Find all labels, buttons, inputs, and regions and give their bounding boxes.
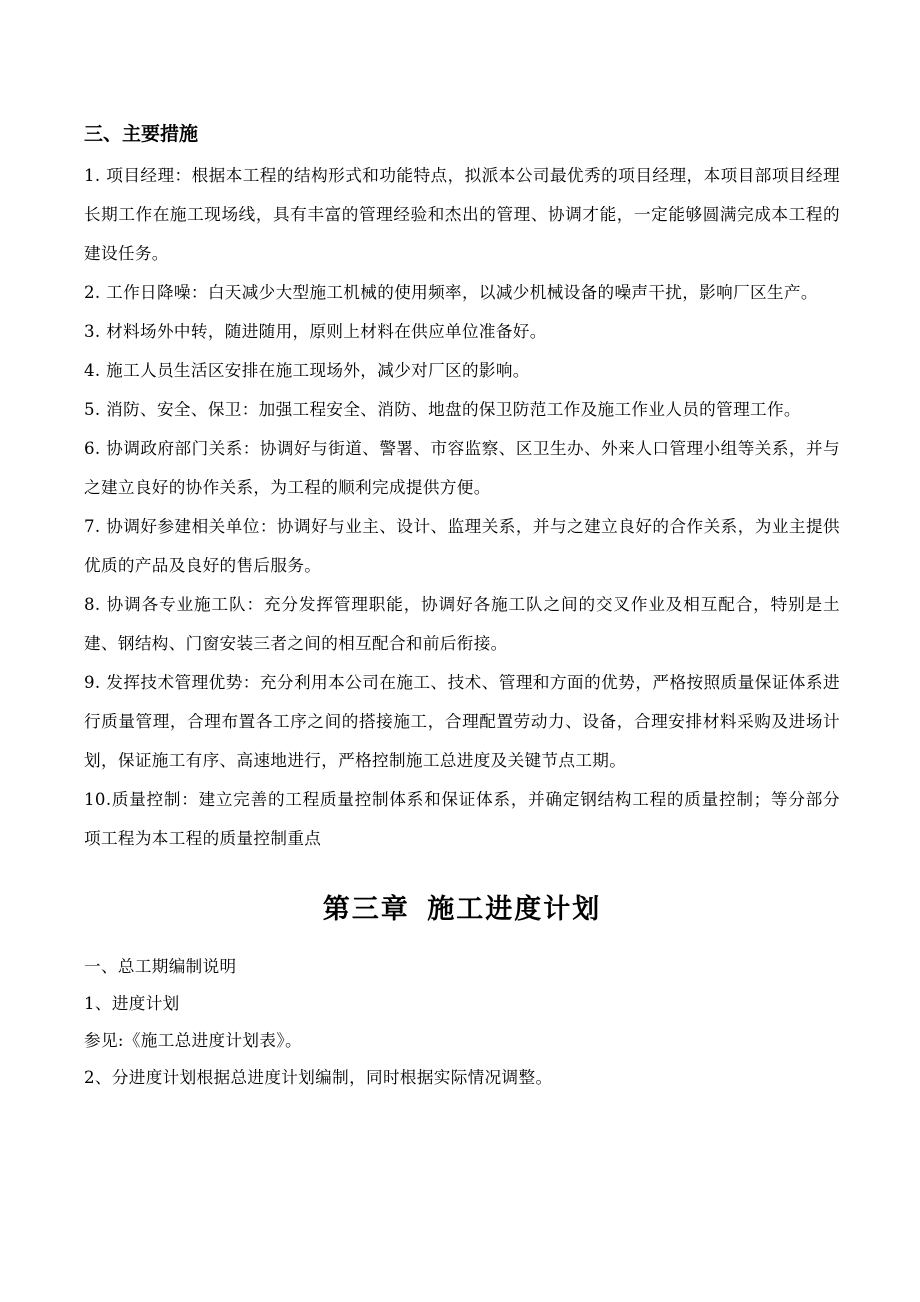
chapter-body xyxy=(84,948,840,1096)
schedule-reference: 参见:《施工总进度计划表》。 xyxy=(84,1031,302,1050)
measure-item-1: 1. 项目经理：根据本工程的结构形式和功能特点，拟派本公司最优秀的项目经理，本项目部项目经理长期工作在施工现场线，具有丰富的管理经验和杰出的管理、协调才能，一定能够圆满完成本工程的建设任务。 xyxy=(84,166,840,263)
measure-item-9: 9. 发挥技术管理优势：充分利用本公司在施工、技术、管理和方面的优势，严格按照质量保证体系进行质量管理，合理布置各工序之间的搭接施工，合理配置劳动力、设备，合理安排材料采购及进场计划，保证施工有序、高速地进行，严格控制施工总进度及关键节点工期。 xyxy=(84,673,840,770)
chapter-title: 第三章 施工进度计划 xyxy=(322,894,602,925)
measure-item-10: 10.质量控制：建立完善的工程质量控制体系和保证体系，并确定钢结构工程的质量控制；等分部分项工程为本工程的质量控制重点 xyxy=(84,790,840,848)
measures-list xyxy=(84,156,840,858)
document-page xyxy=(84,118,840,1096)
measure-item-7: 7. 协调好参建相关单位：协调好与业主、设计、监理关系，并与之建立良好的合作关系，为业主提供优质的产品及良好的售后服务。 xyxy=(84,517,840,575)
measure-item-5: 5. 消防、安全、保卫：加强工程安全、消防、地盘的保卫防范工作及施工作业人员的管理工作。 xyxy=(84,400,801,419)
measure-item-2: 2. 工作日降噪：白天减少大型施工机械的使用频率，以减少机械设备的噪声干扰，影响厂区生产。 xyxy=(84,283,818,302)
measure-item-3: 3. 材料场外中转，随进随用，原则上材料在供应单位准备好。 xyxy=(84,322,547,341)
measure-item-4: 4. 施工人员生活区安排在施工现场外，减少对厂区的影响。 xyxy=(84,361,530,380)
schedule-item-1: 1、进度计划 xyxy=(84,994,180,1013)
section-heading: 三、主要措施 xyxy=(84,123,199,145)
schedule-item-2: 2、分进度计划根据总进度计划编制，同时根据实际情况调整。 xyxy=(84,1068,553,1087)
schedule-subheading: 一、总工期编制说明 xyxy=(84,957,237,976)
measure-item-6: 6. 协调政府部门关系：协调好与街道、警署、市容监察、区卫生办、外来人口管理小组等关系，并与之建立良好的协作关系，为工程的顺利完成提供方便。 xyxy=(84,439,840,497)
measure-item-8: 8. 协调各专业施工队：充分发挥管理职能，协调好各施工队之间的交叉作业及相互配合，特别是土建、钢结构、门窗安装三者之间的相互配合和前后衔接。 xyxy=(84,595,840,653)
